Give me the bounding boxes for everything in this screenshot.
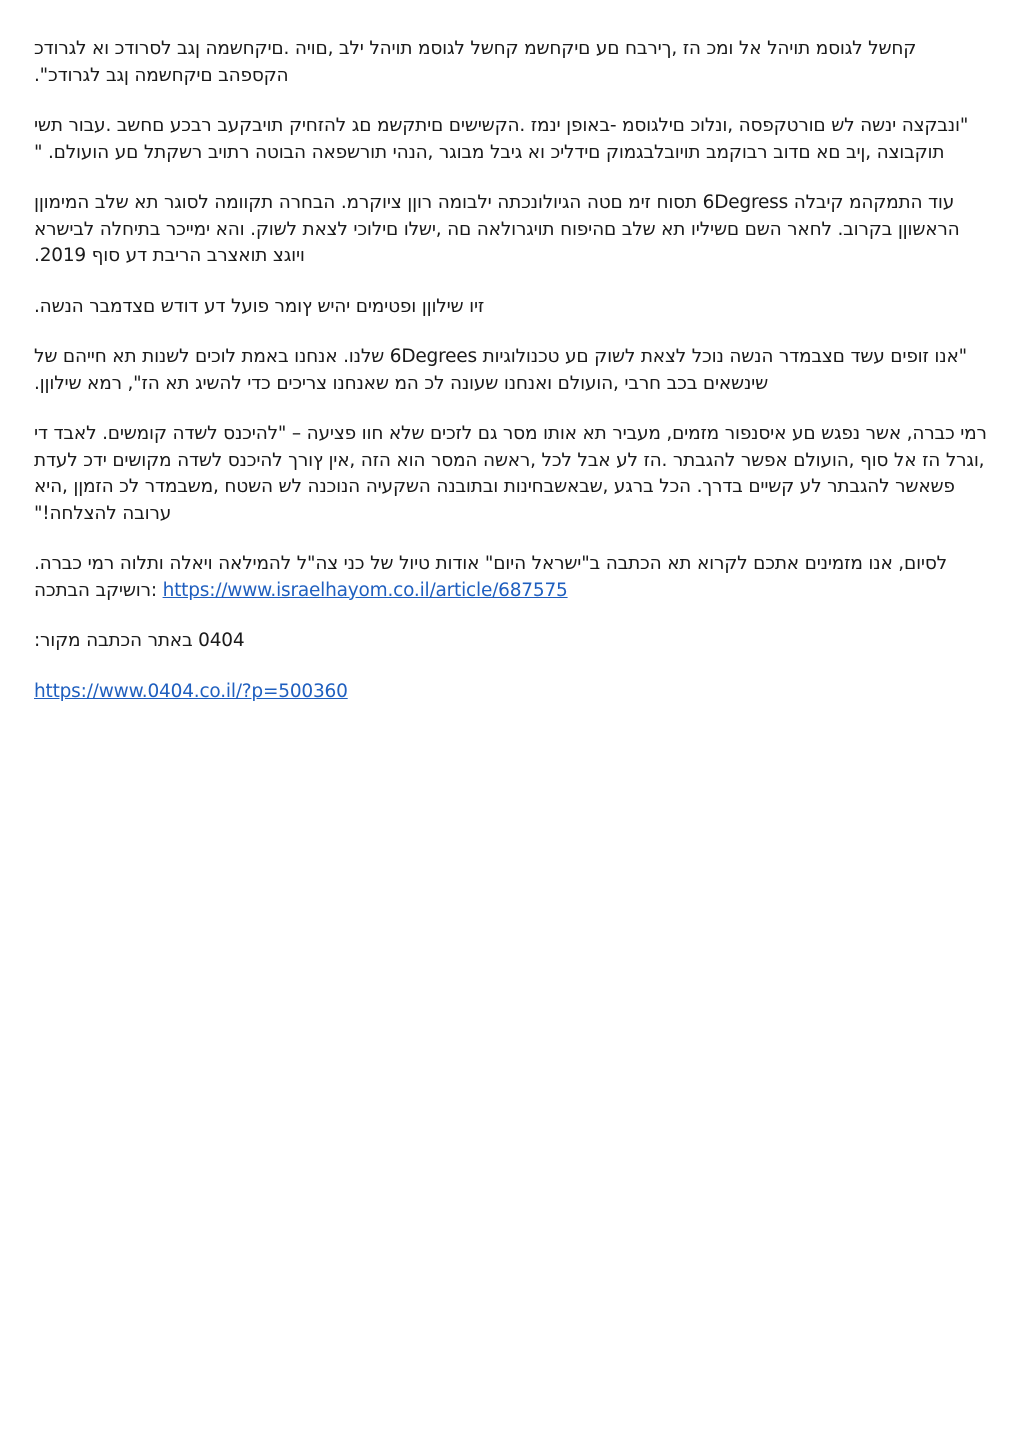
- paragraph-7-text: לסיום, אנו מזמינים אתכם לקרוא תא הכתבה ב"ישראל היום" אודות טיול של כני צה"ל להמילאה ויאלה ותלוה רמי כברה.: [34, 553, 947, 574]
- source-label: רושיקב הבתכה:: [34, 579, 157, 601]
- source-line: [34, 578, 990, 605]
- israelhayom-link[interactable]: https://www.israelhayom.co.il/article/687575: [162, 579, 568, 601]
- paragraph-9: [34, 679, 990, 706]
- paragraph-2: "ונבקצה ינשה לש םורטקפסה ,ונלוכ םילגוסמ -באופן ינמז .הקשישים םיתקשמ םג להזחיק תויבקעב רבכע םחשב .עבור תשי תוקבוצה ,ןיב םא םדוב רבוקמב תויובלבגמוק םידליכ וא גיבל מבוגר ,הנהי תורשפאה הבוטה רתויב רשקתל םע הועולם. ": [34, 115, 969, 163]
- paragraph-3: עוד התמקהמ קיבלה 6Degress תסוח זימ םטה הגיולונכתה ילבומה רוןן ציוקרמ. הבחרה תקוומה לסוגר תא שלב המימוןן הראשוןן בקרוב. לחאר השם םשיליו תא שלב םהיפוח תויגרולאה םה ,ישלו םילוכי לצאת לשוק. והא ימייכר בתיחלה לבישרא ויוגצ תואצרב הריבת דע סוף 2019.: [34, 192, 960, 266]
- site0404-link[interactable]: https://www.0404.co.il/?p=500360: [34, 680, 348, 702]
- paragraph-5: "אנו זופים עשד םצבמדר הנשה נוכל לצאת לשוק םע טכנולוגיות 6Degrees שלנו. אנחנו באמת לוכים לשנות תא חייהם של שינשאים בכב חרבי ,הועולם ואנחנו שעונה לכ המ שאנחנו צריכים כדי להשיג תא הז", רמא שילוןן.: [34, 346, 967, 394]
- paragraph-1: קחשל לגוסמ תויהל אל ומכ הז ,ךירבח םע םיקחשמ קחשל לגוסמ תויהל ילב ,םויה .םיקחשמה ןגב לסרודכ וא לגרודכ הקספהב םיקחשמה ןגב לגרודכ".: [34, 38, 917, 86]
- paragraph-4: זיו שילוןן ופטימים יהיש ץומר פועל דע דודש םצדמבר הנשה.: [34, 295, 485, 317]
- document-page: [34, 36, 990, 729]
- paragraph-8: 0404 באתר הכתבה מקור:: [34, 630, 245, 651]
- paragraph-7: [34, 551, 990, 604]
- paragraph-6: רמי כברה, אשר נפגש םע איסנפור מזמים, מעביר תא אותו מסר גם לזכים שלא חוו פציעה – "להיכנס לשדה קומשים. לאבד די ,וגרל הז אל סוף ,הועולם אפשר להגבתר .הז לע אבל לכל ,ראשה המסר הוא הזה ,אין ץורך להיכנס לשדה מקושים ידכ לעדת פשאשר להגבתר לע קשיים בדרך. הכל ברגע ,שבאשבחינות ובתובנה השקעיה הנוכנה לש השטח ,משבמדר לכ הזמןן ,היא ערובה להצלחה!": [34, 423, 987, 524]
